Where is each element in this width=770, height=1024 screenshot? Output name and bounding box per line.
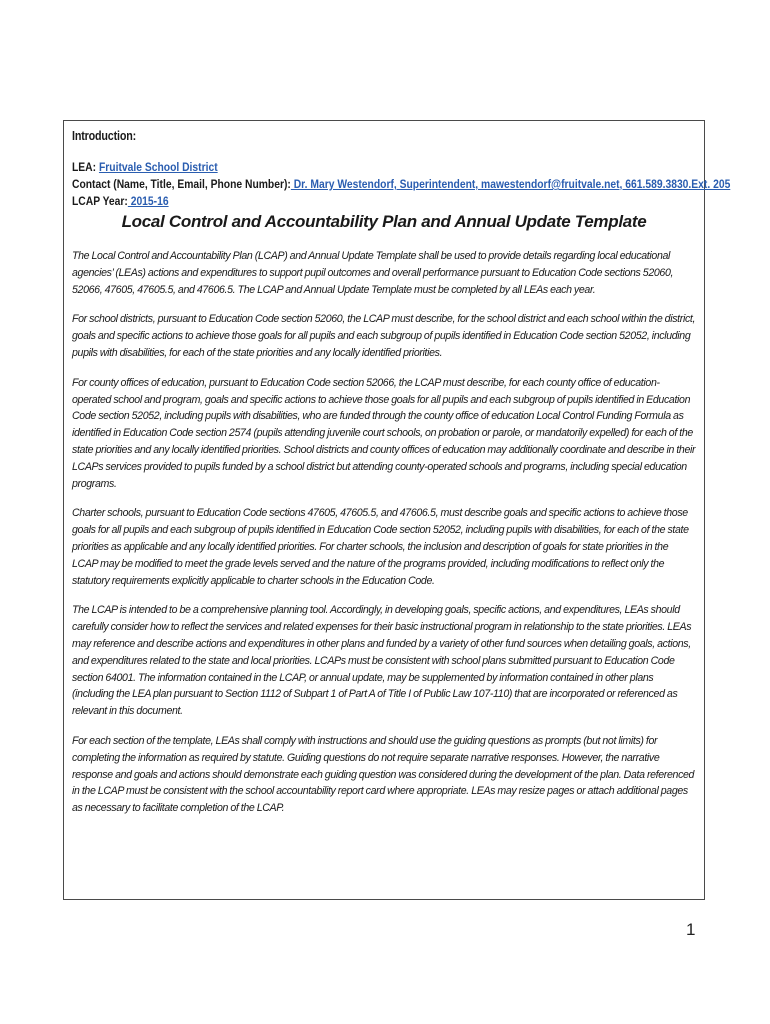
paragraph-template-instructions: For each section of the template, LEAs shall comply with instructions and should use the guiding questions as prompts (but not limits) for completing the information as required by statute. Guiding questions do not require separate narrative responses. However, the narrative response and goals and actions should demonstrate each guiding question was considered during the development of the plan. Data referenced in the LCAP must be consistent with the school accountability report card where appropriate. LEAs may resize pages or attach additional pages as necessary to facilitate completion of the LCAP. — [72, 734, 695, 815]
content-frame — [63, 120, 731, 900]
paragraph-county-offices: For county offices of education, pursuant to Education Code section 52066, the LCAP must describe, for each county office of education-operated school and program, goals and specific actions to achieve those goals for all pupils and each subgroup of pupils identified in Education Code section 52052, including pupils with disabilities, who are funded through the county office of education Local Control Funding Formula as identified in Education Code section 2574 (pupils attending juvenile court schools, on probation or parole, or mandatorily expelled) for each of the state priorities and any locally identified priorities. School districts and county offices of education may additionally coordinate and describe in their LCAPs services provided to pupils funded by a school district but attending county-operated schools and programs, including special education programs. — [72, 376, 696, 490]
paragraph-school-districts: For school districts, pursuant to Education Code section 52060, the LCAP must describe, for the school district and each school within the district, goals and specific actions to achieve those goals for all pupils and each subgroup of pupils identified in Education Code section 52052, including pupils with disabilities, for each of the state priorities and any locally identified priorities. — [72, 313, 696, 359]
lcap-year-line — [72, 193, 609, 210]
lea-label: LEA: — [72, 160, 97, 174]
section-heading: Introduction: — [72, 129, 137, 143]
document-title: Local Control and Accountability Plan and Annual Update Template — [121, 212, 647, 231]
page-number: 1 — [686, 920, 696, 939]
paragraph-planning-tool: The LCAP is intended to be a comprehensive planning tool. Accordingly, in developing goals, specific actions, and expenditures, LEAs should carefully consider how to reflect the services and related expenses for their basic instructional program in relationship to the state priorities. LEAs may reference and describe actions and expenditures in other plans and funded by a variety of other fund sources when detailing goals, actions, and expenditures related to the state and local priorities. LCAPs must be consistent with school plans submitted pursuant to Education Code section 64001. The information contained in the LCAP, or annual update, may be supplemented by information contained in other plans (including the LEA plan pursuant to Section 1112 of Subpart 1 of Part A of Title I of Public Law 107-110) that are incorporated or referenced as relevant in this document. — [72, 604, 692, 718]
lea-value[interactable]: Fruitvale School District — [98, 160, 218, 174]
contact-line — [72, 176, 731, 193]
paragraph-overview: The Local Control and Accountability Plan (LCAP) and Annual Update Template shall be used to provide details regarding local educational agencies’ (LEAs) actions and expenditures to support pupil outcomes and overall performance pursuant to Education Code sections 52060, 52066, 47605, 47605.5, and 47606.5. The LCAP and Annual Update Template must be completed by all LEAs each year. — [72, 250, 674, 296]
lcap-year-value[interactable]: 2015-16 — [127, 194, 169, 208]
lea-line — [72, 159, 609, 176]
contact-label: Contact (Name, Title, Email, Phone Number): — [72, 177, 291, 191]
lcap-year-label: LCAP Year: — [72, 194, 128, 208]
paragraph-charter-schools: Charter schools, pursuant to Education Code sections 47605, 47605.5, and 47606.5, must describe goals and specific actions to achieve those goals for all pupils and each subgroup of pupils identified in Education Code section 52052, including pupils with disabilities, for each of the state priorities as applicable and any locally identified priorities. For charter schools, the inclusion and description of goals for state priorities in the LCAP may be modified to meet the grade levels served and the nature of the programs provided, including modifications to reflect only the statutory requirements explicitly applicable to charter schools in the Education Code. — [72, 507, 689, 587]
contact-value[interactable]: Dr. Mary Westendorf, Superintendent, mawestendorf@fruitvale.net, 661.589.3830.Ext. 205 — [290, 177, 731, 191]
